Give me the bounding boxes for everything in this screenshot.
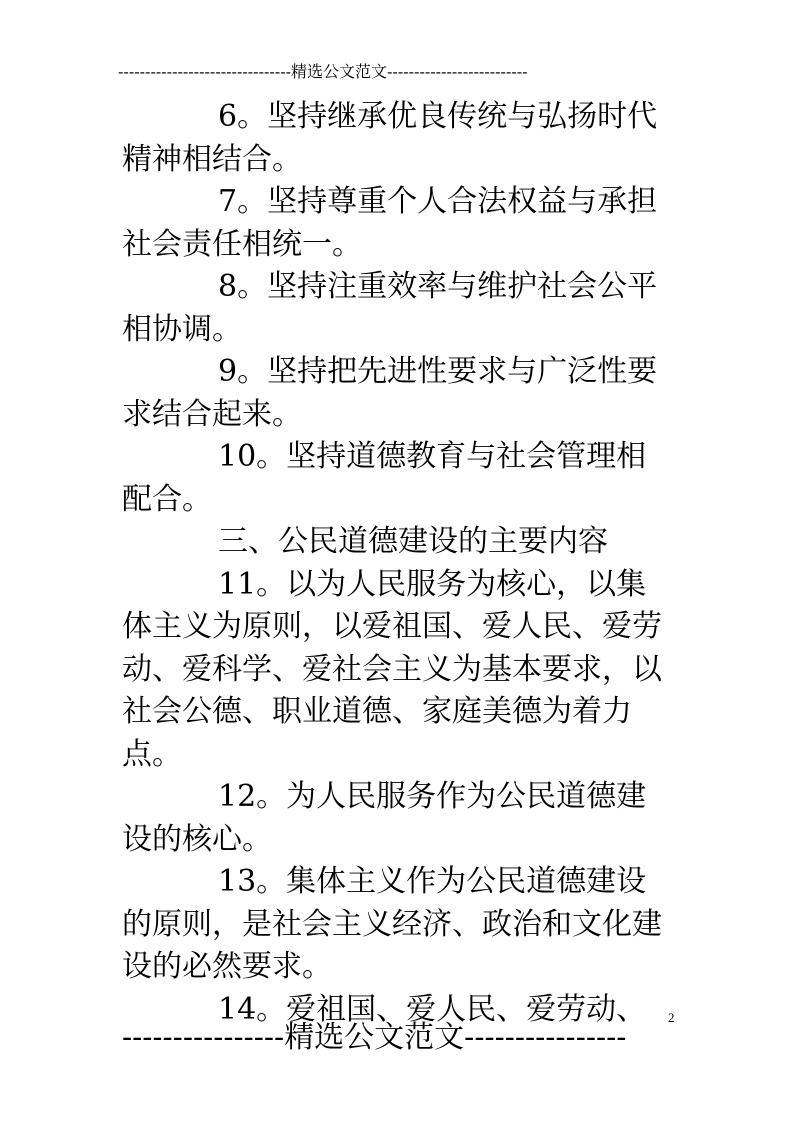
paragraph-10: 10。坚持道德教育与社会管理相配合。: [122, 439, 647, 517]
paragraph-8: 8。坚持注重效率与维护社会公平相协调。: [122, 269, 658, 347]
page-footer: ----------------精选公文范文----------------: [122, 1020, 627, 1055]
paragraph-9: 9。坚持把先进性要求与广泛性要求结合起来。: [122, 354, 658, 432]
paragraph-14: 14。爱祖国、爱人民、爱劳动、: [218, 991, 647, 1027]
paragraph-13: 13。集体主义作为公民道德建设的原则，是社会主义经济、政治和文化建设的必然要求。: [122, 864, 662, 984]
page-header: --------------------------------精选公文范文--------------------------: [118, 62, 528, 81]
document-body: [122, 96, 670, 1031]
page-number: 2: [668, 1010, 675, 1025]
paragraph-6: 6。坚持继承优良传统与弘扬时代精神相结合。: [122, 99, 658, 177]
paragraph-12: 12。为人民服务作为公民道德建设的核心。: [122, 779, 647, 857]
paragraph-11: 11。以为人民服务为核心，以集体主义为原则，以爱祖国、爱人民、爱劳动、爱科学、爱社会主义为基本要求，以社会公德、职业道德、家庭美德为着力点。: [122, 566, 662, 772]
section-heading-3: 三、公民道德建设的主要内容: [218, 524, 608, 559]
paragraph-7: 7。坚持尊重个人合法权益与承担社会责任相统一。: [122, 184, 658, 262]
